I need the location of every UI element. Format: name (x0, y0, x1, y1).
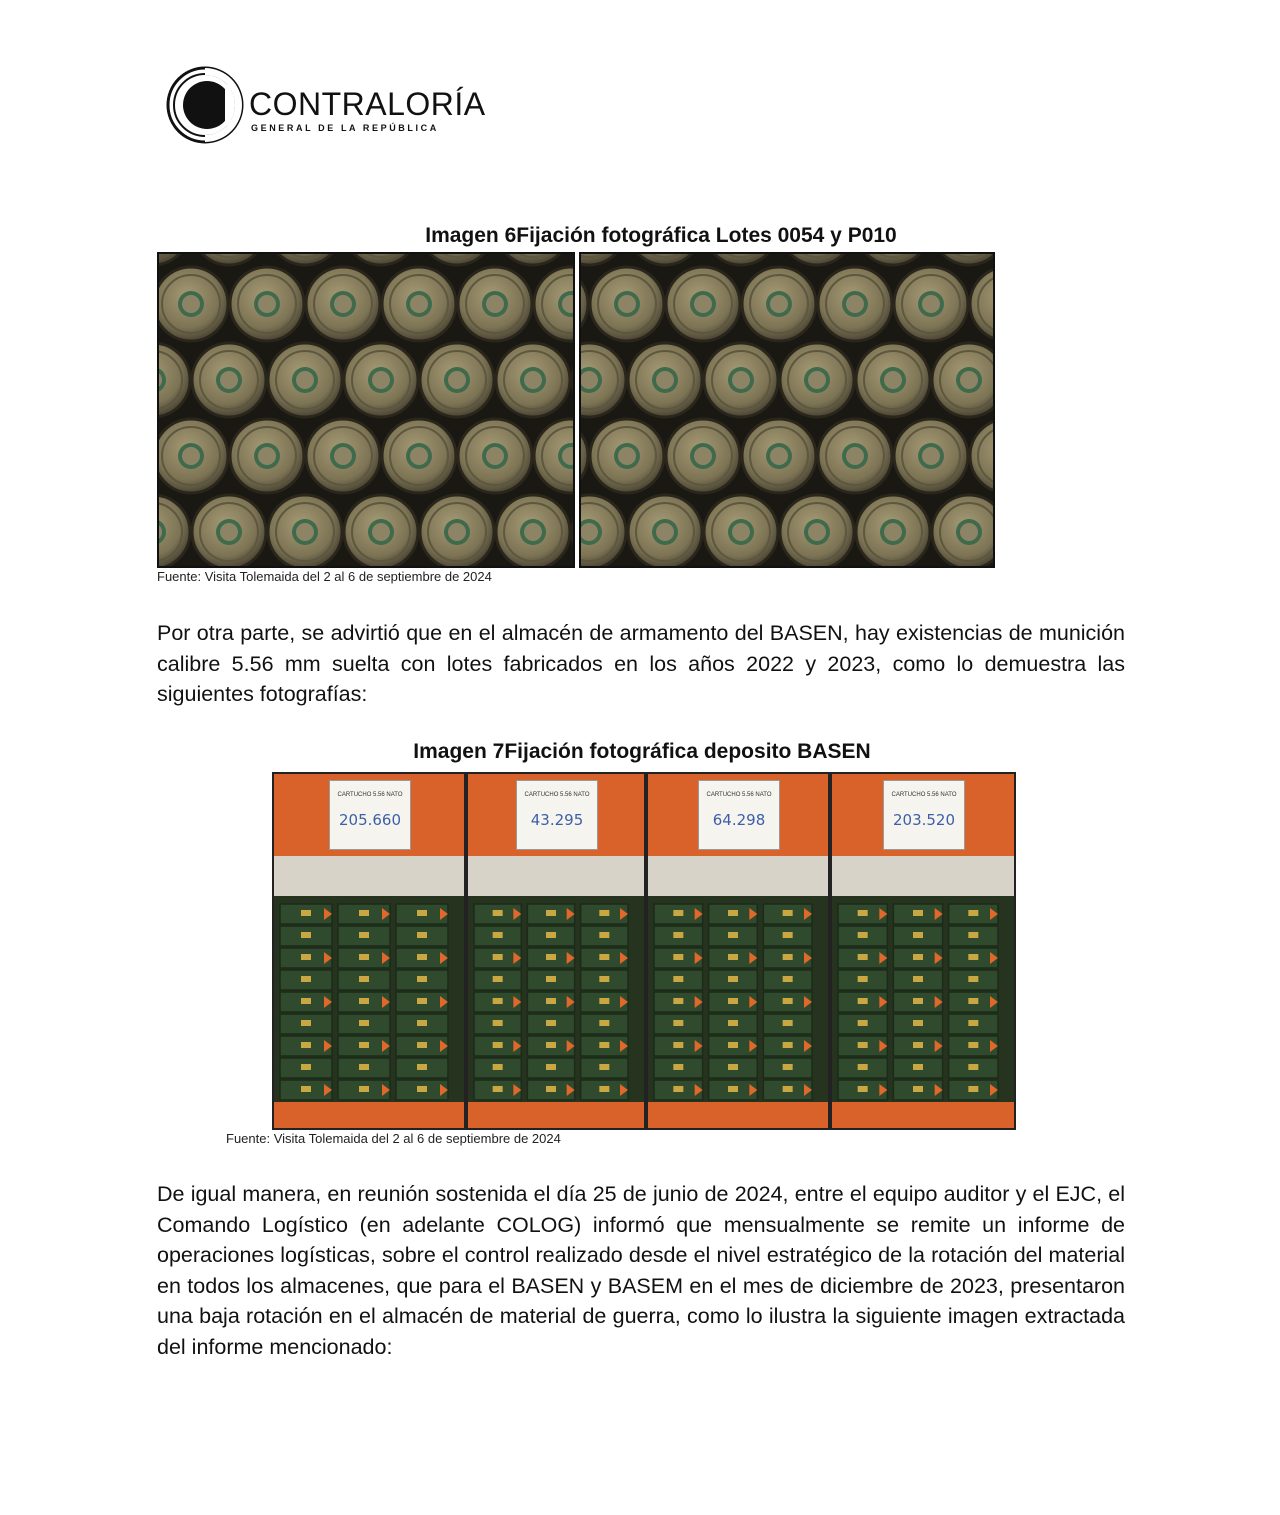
depot-photo-3 (646, 772, 830, 1130)
cartridge-base (590, 419, 664, 493)
cartridge-base (344, 343, 418, 417)
cartridge-base (382, 419, 456, 493)
cartridge-base (496, 495, 570, 566)
depot-sign (329, 780, 411, 850)
depot-photo-1 (272, 772, 466, 1130)
cartridge-base (856, 495, 930, 566)
cartridge-base (268, 343, 342, 417)
cartridge-base (704, 343, 778, 417)
cartridge-base (159, 419, 228, 493)
cartridge-base (704, 495, 778, 566)
cartridge-base (458, 267, 532, 341)
depot-sign-label: CARTUCHO 5.56 NATO (337, 792, 403, 798)
cartridge-base (344, 495, 418, 566)
logo-subtitle-text: GENERAL DE LA REPÚBLICA (251, 123, 439, 133)
cartridge-base (382, 267, 456, 341)
cartridge-base (932, 495, 993, 566)
cartridge-base (818, 267, 892, 341)
cartridge-base (780, 495, 854, 566)
depot-sign (698, 780, 780, 850)
cartridge-base (590, 267, 664, 341)
cartridge-base (780, 343, 854, 417)
depot-sign-label: CARTUCHO 5.56 NATO (706, 792, 772, 798)
cartridge-base (628, 343, 702, 417)
figure-6-source: Fuente: Visita Tolemaida del 2 al 6 de septiembre de 2024 (157, 569, 492, 584)
contraloria-logo (165, 55, 486, 155)
depot-sign-count: 203.520 (892, 811, 956, 829)
figure-7-title: Imagen 7Fijación fotográfica deposito BASEN (413, 740, 871, 763)
cartridge-base (666, 267, 740, 341)
cartridge-base (932, 343, 993, 417)
cartridge-base (420, 495, 494, 566)
cartridge-base (628, 495, 702, 566)
figure-6-title: Imagen 6Fijación fotográfica Lotes 0054 y P010 (425, 224, 897, 247)
figure-7-source: Fuente: Visita Tolemaida del 2 al 6 de septiembre de 2024 (226, 1131, 561, 1146)
ammo-cartridge-bases-image (581, 254, 993, 566)
cartridge-base (666, 419, 740, 493)
cartridge-base (230, 267, 304, 341)
ammo-photo-right (579, 252, 995, 568)
depot-sign-label: CARTUCHO 5.56 NATO (524, 792, 590, 798)
cartridge-base (268, 495, 342, 566)
ammo-cartridge-bases-image (159, 254, 573, 566)
depot-sign-count: 64.298 (712, 811, 766, 829)
paragraph-ammo-loose: Por otra parte, se advirtió que en el almacén de armamento del BASEN, hay existencias de munición calibre 5.56 mm suelta con lotes fabricados en los años 2022 y 2023, como lo demuestra las siguientes fotografías: (157, 621, 1125, 706)
cartridge-base (230, 419, 304, 493)
depot-sign-count: 205.660 (338, 811, 402, 829)
ammo-photo-left (157, 252, 575, 568)
depot-photo-2 (466, 772, 646, 1130)
logo-brand-text: CONTRALORÍA (249, 86, 486, 122)
cartridge-base (856, 343, 930, 417)
depot-sign (883, 780, 965, 850)
depot-sign-label: CARTUCHO 5.56 NATO (891, 792, 957, 798)
cartridge-base (192, 343, 266, 417)
cartridge-base (458, 419, 532, 493)
cartridge-base (306, 267, 380, 341)
cartridge-base (894, 267, 968, 341)
cartridge-base (894, 419, 968, 493)
logo-emblem-icon (165, 55, 249, 155)
paragraph-colog-report: De igual manera, en reunión sostenida el día 25 de junio de 2024, entre el equipo auditor y el EJC, el Comando Logístico (en adelante COLOG) informó que mensualmente se remite un informe de operaciones logísticas, sobre el control realizado desde el nivel estratégico de la rotación del material en todos los almacenes, que para el BASEN y BASEM en el mes de diciembre de 2023, presentaron una baja rotación en el almacén de material de guerra, como lo ilustra la siguiente imagen extractada del informe mencionado: (157, 1182, 1125, 1359)
cartridge-base (742, 419, 816, 493)
depot-sign (516, 780, 598, 850)
cartridge-base (420, 343, 494, 417)
cartridge-base (159, 267, 228, 341)
depot-photo-4 (830, 772, 1016, 1130)
cartridge-base (192, 495, 266, 566)
cartridge-base (818, 419, 892, 493)
cartridge-base (742, 267, 816, 341)
cartridge-base (306, 419, 380, 493)
depot-sign-count: 43.295 (530, 811, 584, 829)
cartridge-base (496, 343, 570, 417)
